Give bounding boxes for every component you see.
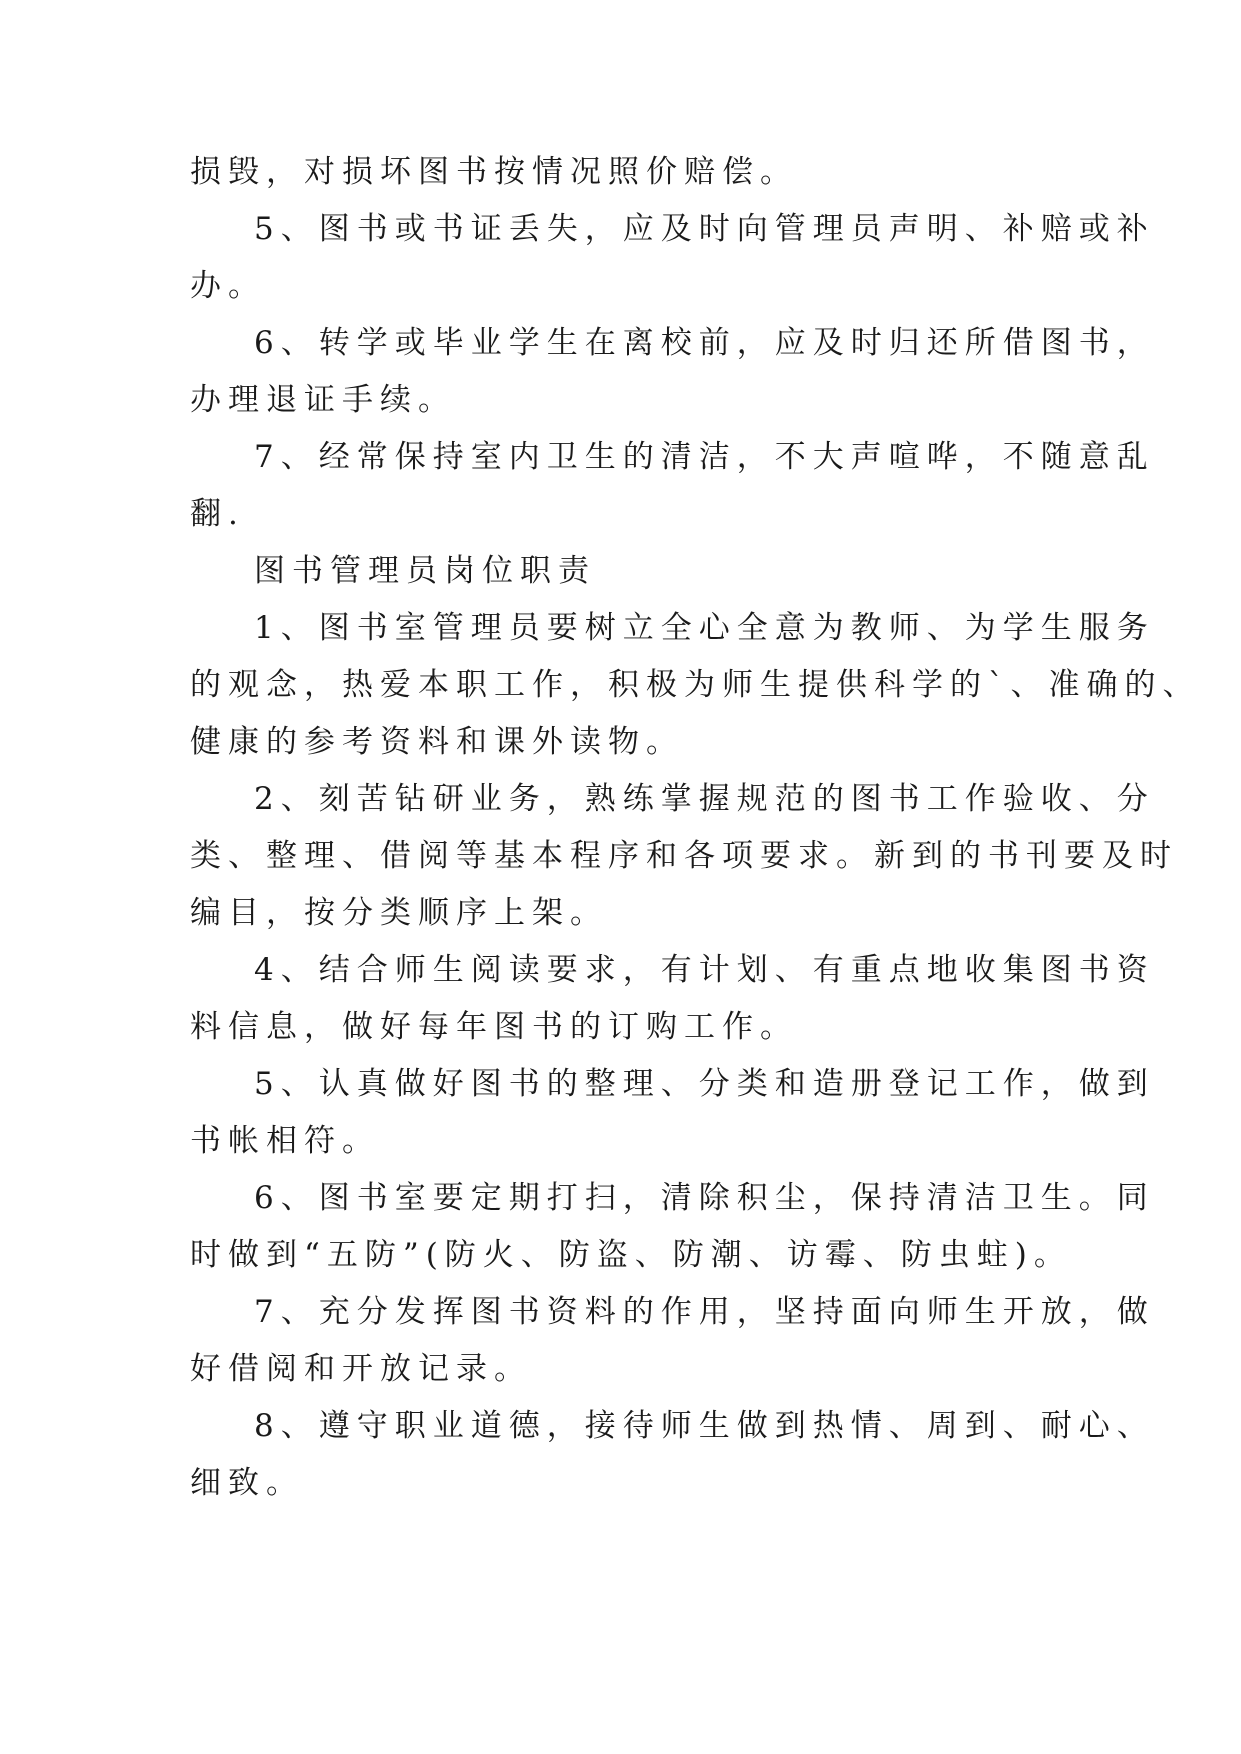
text-line: 健康的参考资料和课外读物。 — [190, 724, 684, 760]
text-line: 4、结合师生阅读要求，有计划、有重点地收集图书资 — [254, 952, 1155, 988]
text-line: 6、图书室要定期打扫，清除积尘，保持清洁卫生。同 — [254, 1180, 1155, 1216]
text-line: 办。 — [190, 268, 266, 304]
text-line: 损毁，对损坏图书按情况照价赔偿。 — [190, 154, 798, 190]
text-line: 7、经常保持室内卫生的清洁，不大声喧哗，不随意乱 — [254, 439, 1155, 475]
text-line: 好借阅和开放记录。 — [190, 1351, 532, 1387]
text-line: 类、整理、借阅等基本程序和各项要求。新到的书刊要及时 — [190, 838, 1178, 874]
text-line: 编目，按分类顺序上架。 — [190, 895, 608, 931]
section-heading: 图书管理员岗位职责 — [254, 553, 596, 589]
text-line: 8、遵守职业道德，接待师生做到热情、周到、耐心、 — [254, 1408, 1155, 1444]
text-line: 1、图书室管理员要树立全心全意为教师、为学生服务 — [254, 610, 1155, 646]
text-line: 料信息，做好每年图书的订购工作。 — [190, 1009, 798, 1045]
text-line: 7、充分发挥图书资料的作用，坚持面向师生开放，做 — [254, 1294, 1155, 1330]
text-line: 5、图书或书证丢失，应及时向管理员声明、补赔或补 — [254, 211, 1155, 247]
text-line: 5、认真做好图书的整理、分类和造册登记工作，做到 — [254, 1066, 1155, 1102]
text-line: 6、转学或毕业学生在离校前，应及时归还所借图书， — [254, 325, 1155, 361]
text-line: 2、刻苦钻研业务，熟练掌握规范的图书工作验收、分 — [254, 781, 1155, 817]
text-line: 时做到“五防”(防火、防盗、防潮、访霉、防虫蛀)。 — [190, 1237, 1072, 1273]
text-line: 细致。 — [190, 1465, 304, 1501]
text-line: 翻. — [190, 496, 245, 532]
text-line: 书帐相符。 — [190, 1123, 380, 1159]
text-line: 办理退证手续。 — [190, 382, 456, 418]
text-line: 的观念，热爱本职工作，积极为师生提供科学的`、准确的、 — [190, 667, 1201, 703]
